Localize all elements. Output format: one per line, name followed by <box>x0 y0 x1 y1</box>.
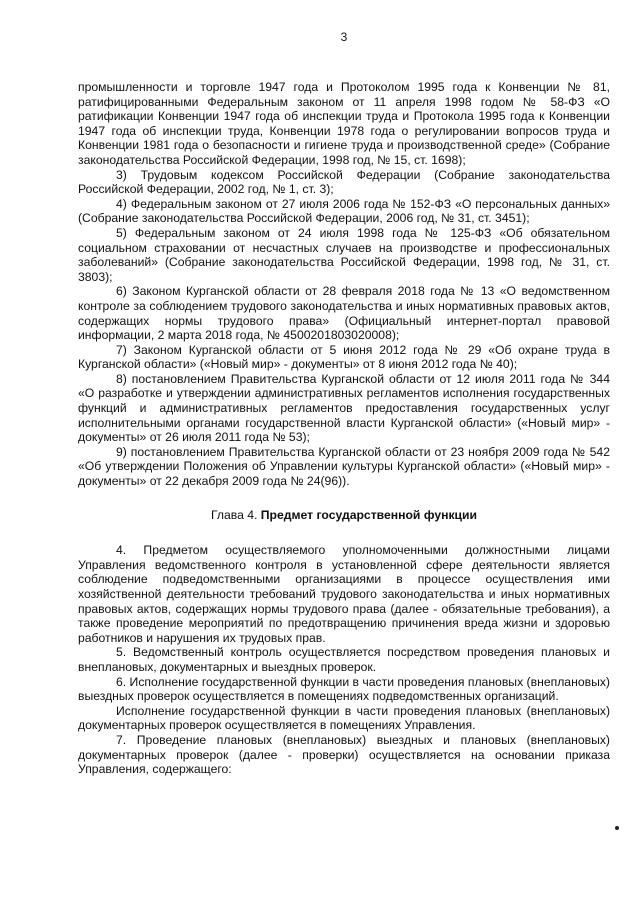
chapter-prefix: Глава 4. <box>210 507 261 522</box>
section-5: 5. Ведомственный контроль осуществляется посредством проведения плановых и внеплановых, документарных и выездных проверок. <box>78 645 610 674</box>
document-body <box>78 80 610 777</box>
paragraph-continuation: промышленности и торговле 1947 года и Протоколом 1995 года к Конвенции № 81, ратифицированными Федеральным законом от 11 апреля 1998 годом № 58-ФЗ «О ратификации Конвенции 1947 года об инспекции труда и Протокола 1995 года к Конвенции 1947 года об инспекции труда, Конвенции 1978 года о регулировании вопросов труда и Конвенции 1981 года о безопасности и гигиене труда и производственной среде» (Собрание законодательства Российской Федерации, 1998 год, № 15, ст. 1698); <box>78 80 610 167</box>
chapter-title: Предмет государственной функции <box>260 507 478 522</box>
chapter-heading <box>78 508 610 523</box>
margin-dot-mark <box>615 826 619 830</box>
paragraph-item-6: 6) Законом Курганской области от 28 февраля 2018 года № 13 «О ведомственном контроле за соблюдением трудового законодательства и иных нормативных правовых актов, содержащих нормы трудового права» (Официальный интернет-портал правовой информации, 2 марта 2018 года, № 4500201803020008); <box>78 284 610 343</box>
paragraph-item-5: 5) Федеральным законом от 24 июля 1998 года № 125-ФЗ «Об обязательном социальном страховании от несчастных случаев на производстве и профессиональных заболеваний» (Собрание законодательства Российской Федерации, 1998 год, № 31, ст. 3803); <box>78 225 610 284</box>
paragraph-item-7: 7) Законом Курганской области от 5 июня 2012 года № 29 «Об охране труда в Курганской области» («Новый мир» - документы» от 8 июня 2012 года № 40); <box>78 342 610 372</box>
paragraph-item-9: 9) постановлением Правительства Курганской области от 23 ноября 2009 года № 542 «Об утверждении Положения об Управлении культуры Курганской области» («Новый мир» - документы» от 22 декабря 2009 года № 24(96)). <box>78 444 610 489</box>
document-page <box>78 0 610 905</box>
paragraph-item-8: 8) постановлением Правительства Курганской области от 12 июля 2011 года № 344 «О разработке и утверждении административных регламентов исполнения государственных функций и административных регламентов предоставления государственных услуг исполнительными органами государственной власти Курганской области» («Новый мир» - документы» от 26 июля 2011 года № 53); <box>78 371 610 445</box>
section-6-continued: Исполнение государственной функции в части проведения плановых (внеплановых) документарных проверок осуществляется в помещениях Управления. <box>78 703 610 733</box>
paragraph-item-4: 4) Федеральным законом от 27 июля 2006 года № 152-ФЗ «О персональных данных» (Собрание законодательства Российской Федерации, 2006 год, № 31, ст. 3451); <box>78 196 610 226</box>
paragraph-item-3: 3) Трудовым кодексом Российской Федерации (Собрание законодательства Российской Федерации, 2002 год, № 1, ст. 3); <box>78 167 610 197</box>
section-6: 6. Исполнение государственной функции в части проведения плановых (внеплановых) выездных проверок осуществляется в помещениях подведомственных организаций. <box>78 674 610 704</box>
section-4: 4. Предметом осуществляемого уполномоченными должностными лицами Управления ведомственного контроля в установленной сфере деятельности является соблюдение подведомственными организациями в процессе осуществления ими хозяйственной деятельности требований трудового законодательства и иных нормативных правовых актов, содержащих нормы трудового права (далее - обязательные требования), а также проведение мероприятий по предотвращению причинения вреда жизни и здоровью работников и нарушения их трудовых прав. <box>78 543 610 645</box>
section-7: 7. Проведение плановых (внеплановых) выездных и плановых (внеплановых) документарных проверок (далее - проверки) осуществляется на основании приказа Управления, содержащего: <box>78 732 610 777</box>
page-number: 3 <box>340 30 348 44</box>
